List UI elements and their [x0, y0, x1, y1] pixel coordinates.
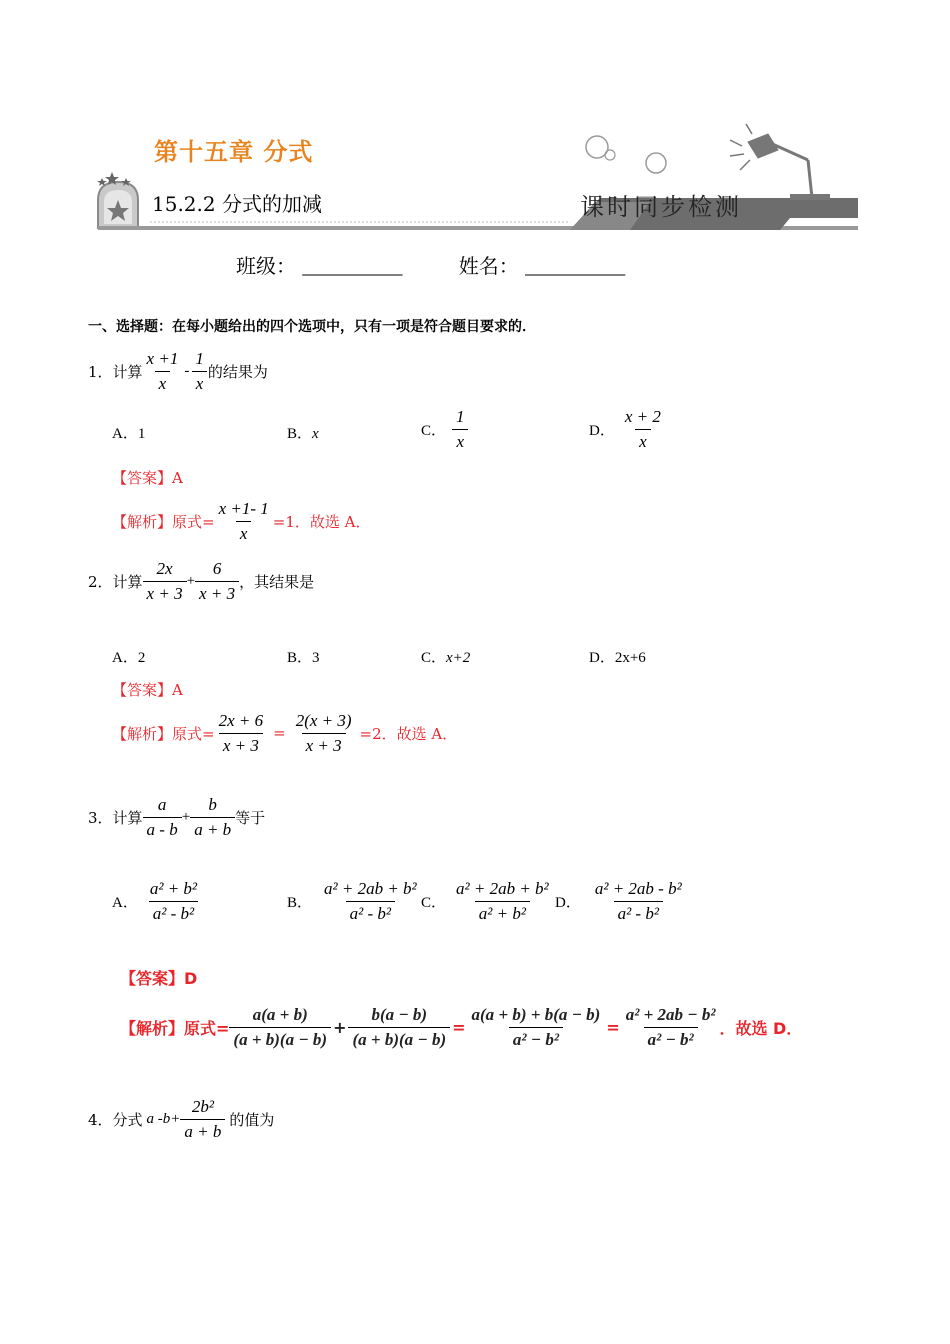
q2-fraction-1: $\frac{2x}{x + 3}$ [143, 560, 187, 603]
q3-option-a[interactable]: A． $\frac{\text{a² + b²}}{\text{a² - b²}}$ [112, 879, 198, 923]
name-blank[interactable]: __________ [525, 256, 626, 278]
q1-option-d[interactable]: D． $\frac{x + 2}{x}$ [589, 407, 661, 451]
desk-lamp-icon [730, 124, 830, 200]
q1-fraction-1: $\frac{x +1}{x}$ [146, 349, 179, 393]
q3-answer: 【答案】D [120, 969, 198, 988]
q2-option-d[interactable]: D．2x+6 [589, 650, 646, 666]
class-blank[interactable]: __________ [302, 256, 403, 278]
q1-option-a[interactable]: A．1 [112, 426, 146, 442]
q3-option-d[interactable]: D． $\frac{\text{a² + 2ab - b²}}{\text{a² - b²}}$ [555, 879, 682, 923]
q4-fraction: $\frac{\text{2b²}}{a + b}$ [180, 1098, 225, 1141]
section-heading: 一、选择题：在每小题给出的四个选项中，只有一项是符合题目要求的． [88, 319, 536, 335]
q3-option-c[interactable]: C． $\frac{\text{a² + 2ab + b²}}{\text{a² + b²}}$ [421, 879, 549, 923]
question-1 [88, 350, 268, 393]
header-banner [90, 120, 860, 235]
q1-option-b[interactable]: B．x [287, 426, 319, 442]
question-2 [88, 560, 314, 603]
student-info [236, 250, 625, 279]
section-title: 15.2.2 分式的加减 [152, 192, 322, 216]
q1-tail: 的结果为 [207, 362, 268, 381]
question-4 [88, 1098, 274, 1141]
name-label: 姓名： [458, 254, 519, 278]
q4-expression: a -b+ [146, 1110, 181, 1127]
q2-option-b[interactable]: B．3 [287, 650, 320, 666]
tagline: 课时同步检测 [580, 193, 742, 221]
q1-fraction-2: $\frac{1}{x}$ [191, 350, 208, 393]
q2-tail: ，其结果是 [239, 572, 315, 591]
chapter-title: 第十五章 分式 [154, 138, 314, 166]
q1-stem: 1．计算 [88, 362, 143, 381]
q3-fraction-1: $\frac{a}{a - b}$ [143, 796, 182, 839]
class-label: 班级： [236, 254, 296, 278]
q2-stem: 2．计算 [88, 572, 143, 591]
q2-explanation: 【解析】原式= $\frac{2x + 6}{x + 3}$ = $\frac{2(x + 3)}{x + 3}$ =2．故选 A． [112, 711, 458, 755]
question-3 [88, 796, 265, 839]
q2-option-c[interactable]: C．x+2 [421, 650, 471, 666]
q3-tail: 等于 [235, 808, 266, 827]
q4-tail: 的值为 [229, 1110, 275, 1129]
star-badge-icon [97, 172, 138, 228]
q1-operator: - [184, 362, 190, 379]
q4-stem: 4．分式 [88, 1110, 143, 1129]
q3-option-b[interactable]: B． $\frac{\text{a² + 2ab + b²}}{\text{a² - b²}}$ [287, 879, 417, 923]
q1-explanation: 【解析】原式= $\frac{x +1- 1}{x}$ =1．故选 A． [112, 499, 371, 543]
q3-operator: + [181, 808, 191, 825]
q3-fraction-2: $\frac{b}{a + b}$ [190, 796, 235, 839]
q1-answer: 【答案】A [112, 469, 183, 487]
q3-stem: 3．计算 [88, 808, 143, 827]
q2-answer: 【答案】A [112, 681, 183, 699]
q2-fraction-2: $\frac{6}{x + 3}$ [195, 560, 239, 603]
q2-option-a[interactable]: A．2 [112, 650, 146, 666]
q2-operator: + [186, 572, 196, 589]
q1-option-c[interactable]: C． $\frac{1}{x}$ [421, 408, 469, 451]
q3-explanation: 【解析】原式= $\frac{a(a + b)}{(a + b)(a - b)}$ + $\frac{b(a - b)}{(a + b)(a - b)}$ = $\frac{a(a + b) + b(a - b)}{\text{a² − b²}}$ = $\frac{\text{a² + 2ab − b²}}{\text{a² − b²}}$ ．故选 D． [120, 1005, 803, 1049]
